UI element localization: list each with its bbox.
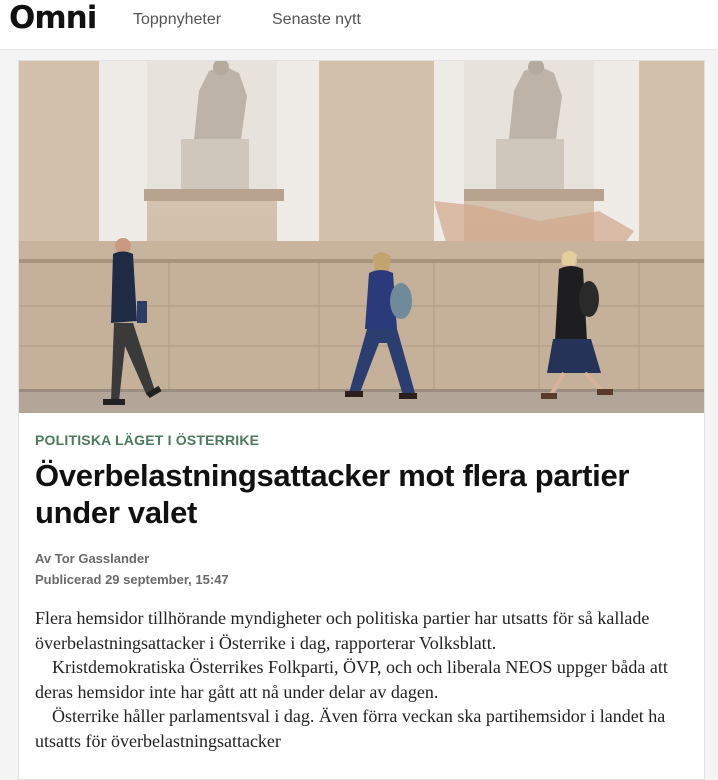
article-paragraph: Österrike håller parlamentsval i dag. Även förra veckan ska partihemsidor i landet ha utsatts för överbelastningsattacker <box>35 706 666 751</box>
omni-logo[interactable]: Omni <box>9 0 97 36</box>
article-paragraph: Flera hemsidor tillhörande myndigheter och politiska partier har utsatts för så kallade överbelastningsattacker i Österrike i dag, rapporterar Volksblatt. <box>35 608 650 653</box>
article-card <box>18 60 705 780</box>
nav-toppnyheter[interactable]: Toppnyheter <box>133 11 222 28</box>
article-hero-image <box>19 61 704 413</box>
article-headline: Överbelastningsattacker mot flera partier under valet <box>35 458 630 530</box>
article-published-date: Publicerad 29 september, 15:47 <box>35 572 229 587</box>
top-navigation-bar <box>0 0 718 50</box>
article-byline: Av Tor Gasslander <box>35 551 150 566</box>
nav-senaste-nytt[interactable]: Senaste nytt <box>272 11 361 28</box>
article-body <box>35 606 685 753</box>
article-paragraph: Kristdemokratiska Österrikes Folkparti, ÖVP, och och liberala NEOS uppger båda att deras hemsidor inte har gått att nå under delar av dagen. <box>35 657 668 702</box>
hero-photo <box>19 61 704 413</box>
article-kicker[interactable]: POLITISKA LÄGET I ÖSTERRIKE <box>35 432 260 448</box>
